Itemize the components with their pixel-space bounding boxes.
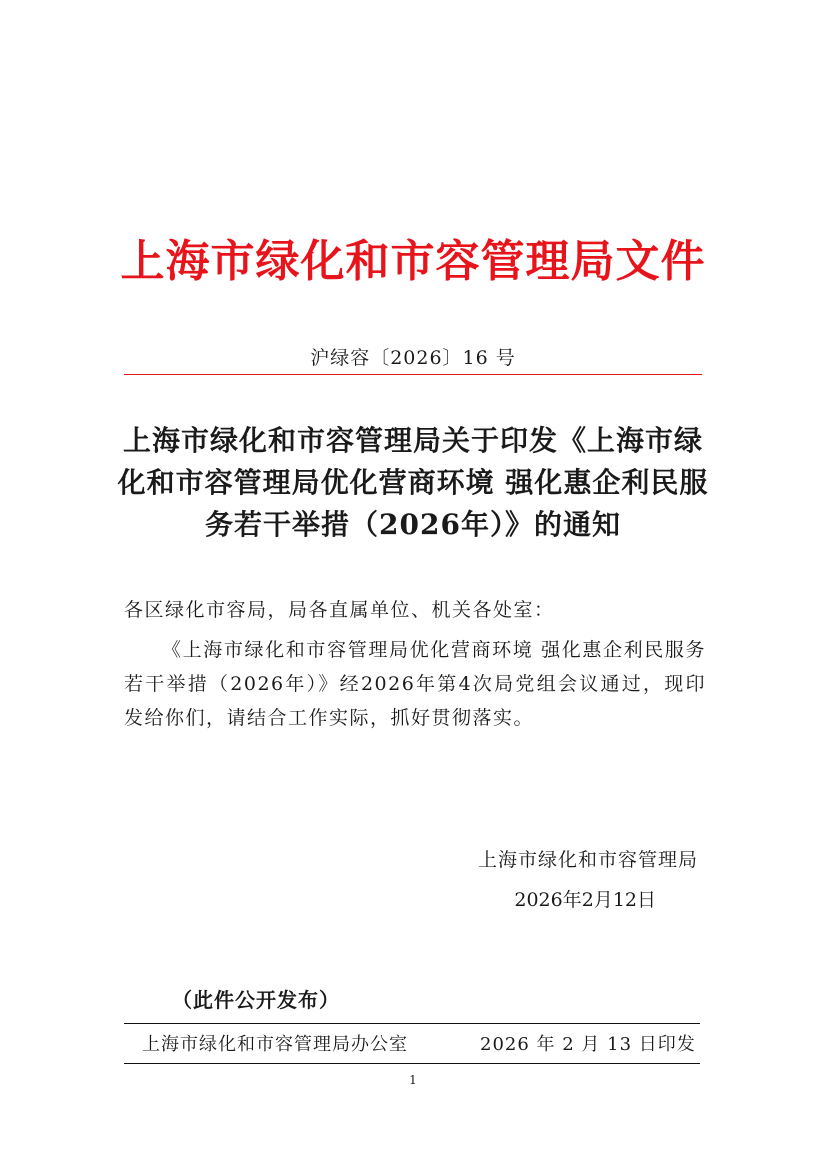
red-divider-line xyxy=(124,374,702,375)
document-number: 沪绿容〔2026〕16 号 xyxy=(310,347,516,369)
issuer-header-title: 上海市绿化和市容管理局文件 xyxy=(120,236,706,287)
document-title: 上海市绿化和市容管理局关于印发《上海市绿化和市容管理局优化营商环境 强化惠企利民服务若干举措（2026年）》的通知 xyxy=(117,424,709,541)
footer-print-date: 2026 年 2 月 13 日印发 xyxy=(480,1034,696,1055)
body-paragraph: 《上海市绿化和市容管理局优化营商环境 强化惠企利民服务若干举措（2026年）》经2026年第4次局党组会议通过，现印发给你们，请结合工作实际，抓好贯彻落实。 xyxy=(124,639,706,729)
public-release-note: （此件公开发布） xyxy=(172,988,340,1012)
signature-date: 2026年2月12日 xyxy=(514,889,656,911)
footer-top-rule xyxy=(124,1023,700,1024)
page-number: 1 xyxy=(409,1073,417,1087)
signature-organization: 上海市绿化和市容管理局 xyxy=(477,849,698,871)
footer-bottom-rule xyxy=(124,1063,700,1064)
footer-issuing-office: 上海市绿化和市容管理局办公室 xyxy=(142,1034,408,1055)
salutation: 各区绿化市容局，局各直属单位、机关各处室： xyxy=(124,599,555,621)
